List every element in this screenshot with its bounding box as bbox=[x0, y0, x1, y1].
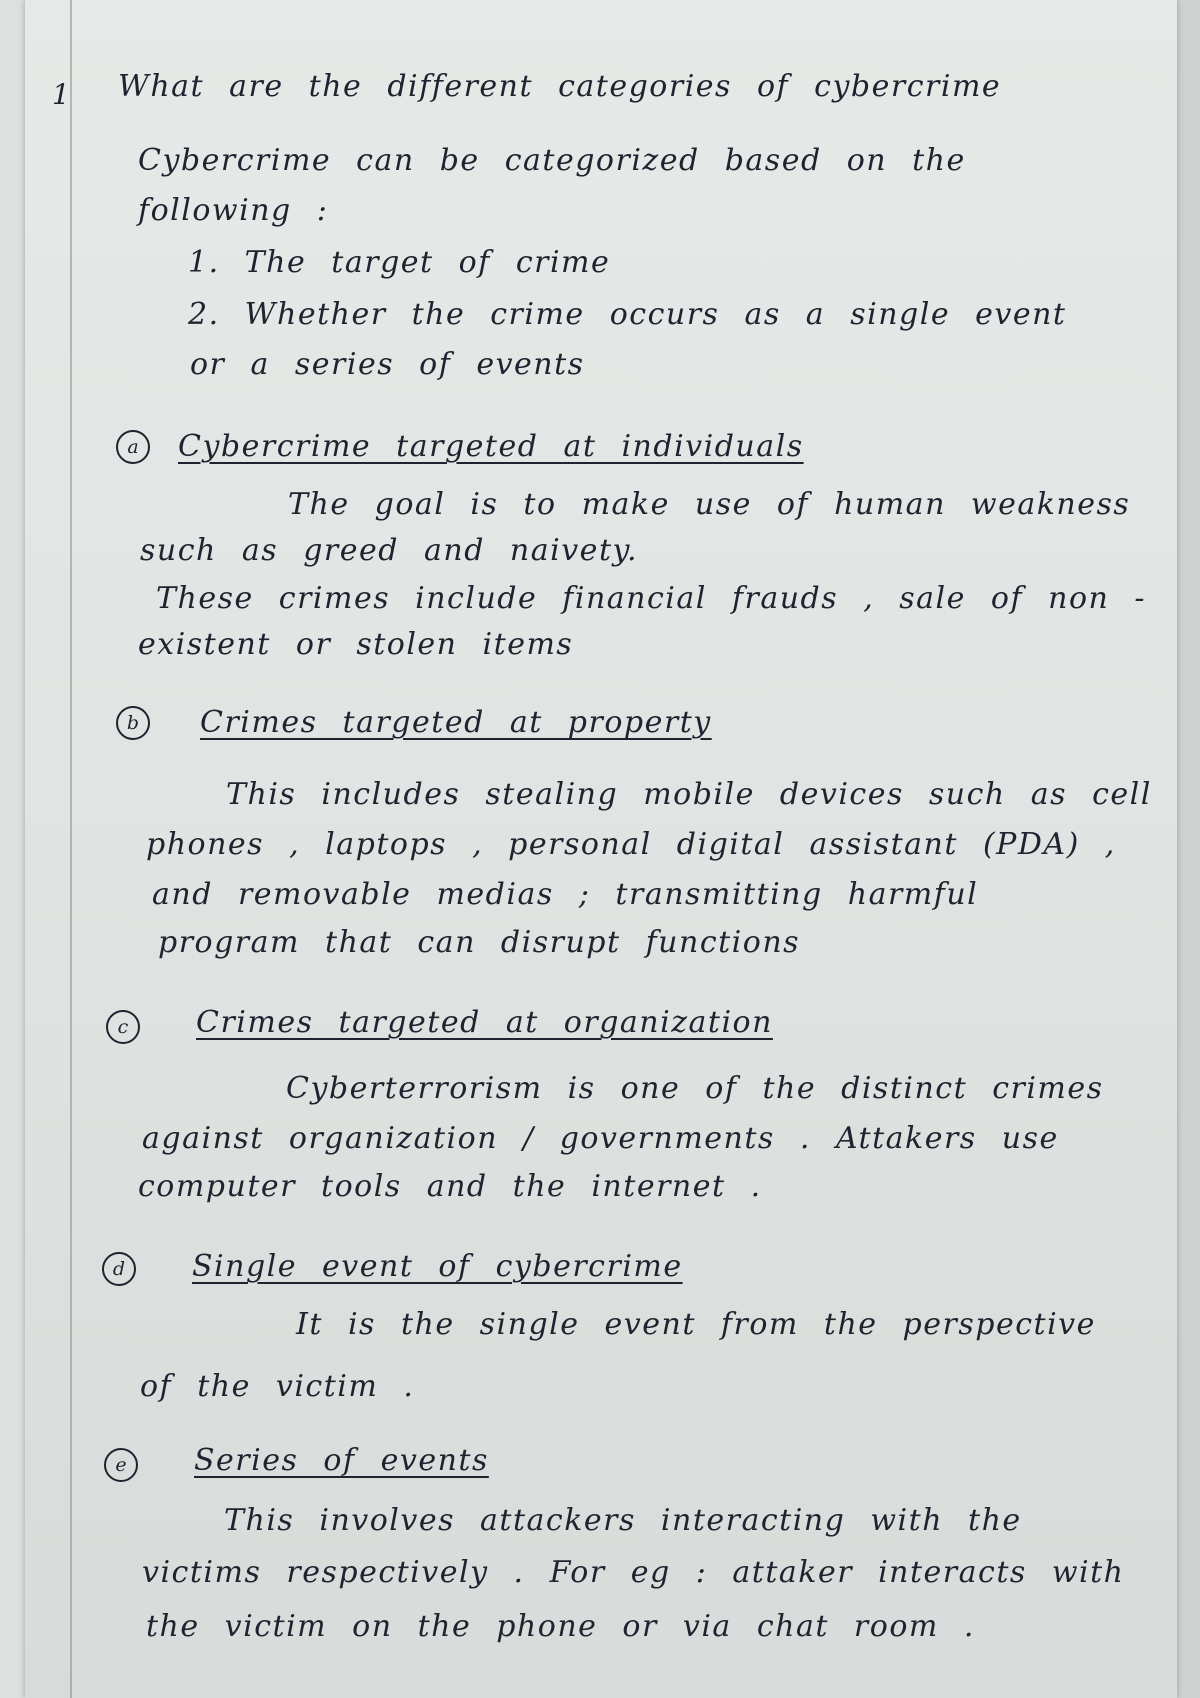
section-marker-a: a bbox=[116, 430, 150, 464]
section-b-heading-text: Crimes targeted at property bbox=[200, 705, 712, 740]
section-c-line-2: against organization / governments . Attakers use bbox=[142, 1121, 1059, 1156]
section-a-line-3: These crimes include financial frauds , sale of non - bbox=[156, 581, 1147, 616]
section-marker-e: e bbox=[104, 1448, 138, 1482]
section-c-heading-text: Crimes targeted at organization bbox=[196, 1005, 773, 1040]
section-a-heading-text: Cybercrime targeted at individuals bbox=[178, 429, 804, 464]
section-marker-c: c bbox=[106, 1010, 140, 1044]
question-number: 1 bbox=[52, 78, 70, 111]
intro-item-1: 1. The target of crime bbox=[188, 245, 611, 280]
section-e-heading bbox=[194, 1443, 489, 1478]
section-marker-d: d bbox=[102, 1252, 136, 1286]
margin-line bbox=[70, 0, 72, 1698]
section-marker-b: b bbox=[116, 706, 150, 740]
section-a-line-4: existent or stolen items bbox=[138, 627, 574, 662]
section-b-line-1: This includes stealing mobile devices such as cell bbox=[226, 777, 1152, 812]
section-a-heading bbox=[178, 429, 804, 464]
section-c-heading bbox=[196, 1005, 773, 1040]
intro-item-2-line-2: or a series of events bbox=[190, 347, 585, 382]
section-e-line-3: the victim on the phone or via chat room . bbox=[146, 1609, 975, 1644]
section-c-line-3: computer tools and the internet . bbox=[138, 1169, 762, 1204]
section-e-heading-text: Series of events bbox=[194, 1443, 489, 1478]
question-text: What are the different categories of cybercrime bbox=[118, 69, 1002, 104]
section-b-line-3: and removable medias ; transmitting harmful bbox=[152, 877, 979, 912]
section-e-line-2: victims respectively . For eg : attaker interacts with bbox=[142, 1555, 1125, 1590]
section-b-line-2: phones , laptops , personal digital assistant (PDA) , bbox=[146, 827, 1116, 862]
section-b-line-4: program that can disrupt functions bbox=[158, 925, 801, 960]
section-b-heading bbox=[200, 705, 712, 740]
intro-item-2-line-1: 2. Whether the crime occurs as a single event bbox=[188, 297, 1067, 332]
section-a-line-1: The goal is to make use of human weakness bbox=[288, 487, 1131, 522]
section-d-line-1: It is the single event from the perspective bbox=[296, 1307, 1096, 1342]
intro-line-1: Cybercrime can be categorized based on the bbox=[138, 143, 966, 178]
section-d-line-2: of the victim . bbox=[140, 1369, 415, 1404]
section-d-heading bbox=[192, 1249, 683, 1284]
section-c-line-1: Cyberterrorism is one of the distinct crimes bbox=[286, 1071, 1104, 1106]
section-a-line-2: such as greed and naivety. bbox=[140, 533, 638, 568]
section-d-heading-text: Single event of cybercrime bbox=[192, 1249, 683, 1284]
intro-line-2: following : bbox=[138, 193, 329, 228]
section-e-line-1: This involves attackers interacting with the bbox=[224, 1503, 1022, 1538]
